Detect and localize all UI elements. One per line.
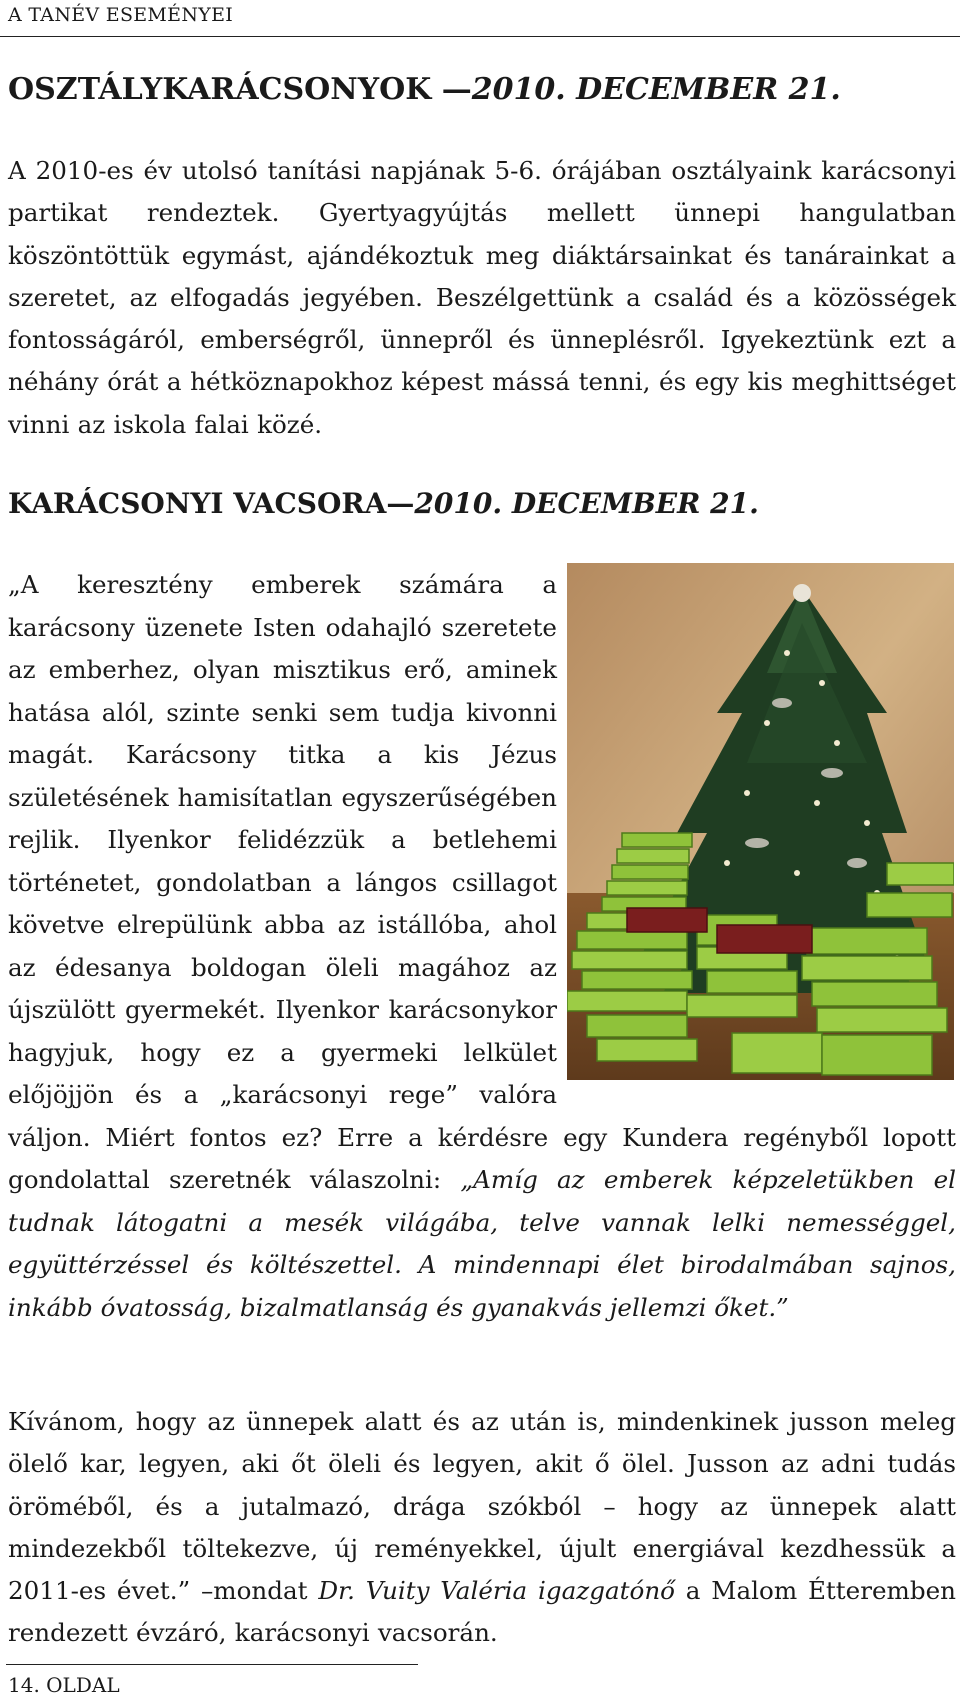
page-number: 14. OLDAL [8, 1673, 120, 1697]
running-header: A TANÉV ESEMÉNYEI [8, 4, 234, 26]
speaker-name: Dr. Vuity Valéria igazgatónő [318, 1576, 675, 1606]
closing-text-end: a Malom Étteremben rendezett évzáró, karácsonyi vacsorán. [8, 1576, 957, 1648]
section-title-text: KARÁCSONYI VACSORA— [8, 487, 415, 520]
closing-paragraph [8, 1401, 956, 1655]
dinner-speech-text: „A keresztény emberek számára a karácsony üzenete Isten odahajló szeretete az emberhez, olyan misztikus erő, aminek hatása alól, szinte senki sem tudja kivonni magát. Karácsony titka a kis Jézus születésének hamisítatlan egyszerűségében rejlik. Ilyenkor felidézzük a betlehemi történetet, gondolatban a lángos csillagot követve elrepülünk abba az istállóba, ahol az édesanya boldogan öleli magához az újszülött gyermekét. Ilyenkor karácsonykor hagyjuk, hogy ez a gyermeki lelkület előjöjjön és a „karácsonyi rege” valóra váljon. Miért fontos ez? Erre a kérdésre egy Kundera regényből lopott gondolattal szeretnék válaszolni: [8, 570, 956, 1194]
class-christmas-paragraph: A 2010-es év utolsó tanítási napjának 5-6. órájában osztályaink karácsonyi partikat rendeztek. Gyertyagyújtás mellett ünnepi hangulatban köszöntöttük egymást, ajándékoztuk meg diáktársainkat és tanárainkat a szeretet, az elfogadás jegyében. Beszélgettünk a család és a közösségek fontosságáról, emberségről, ünnepről és ünneplésről. Igyekeztünk ezt a néhány órát a hétköznapokhoz képest mássá tenni, és egy kis meghittséget vinni az iskola falai közé. [8, 156, 956, 439]
closing-text: Kívánom, hogy az ünnepek alatt és az után is, mindenkinek jusson meleg ölelő kar, legyen, aki őt öleli és legyen, akit ő ölel. Jusson az adni tudás öröméből, és a jutalmazó, drága szókból – hogy az ünnepek alatt mindezekből töltekezve, új reményekkel, újult energiával kezdhessük a 2011-es évet.” –mondat [8, 1407, 956, 1606]
footer-divider [6, 1664, 418, 1665]
section-title-christmas-dinner [8, 487, 948, 520]
section-title-text: OSZTÁLYKARÁCSONYOK — [8, 72, 472, 107]
section-title-class-christmas [8, 72, 948, 107]
christmas-dinner-paragraph [8, 564, 956, 1329]
section-title-date: 2010. DECEMBER 21. [414, 487, 759, 520]
photo-spacer [557, 564, 956, 1086]
header-divider [0, 36, 960, 37]
section-title-date: 2010. DECEMBER 21. [471, 72, 841, 107]
kundera-quote: „Amíg az emberek képzeletükben el tudnak látogatni a mesék világába, telve vannak lelki nemességgel, együttérzéssel és költészettel. A mindennapi élet birodalmában sajnos, inkább óvatosság, bizalmatlanság és gyanakvás jellemzi őket.” [8, 1165, 956, 1322]
